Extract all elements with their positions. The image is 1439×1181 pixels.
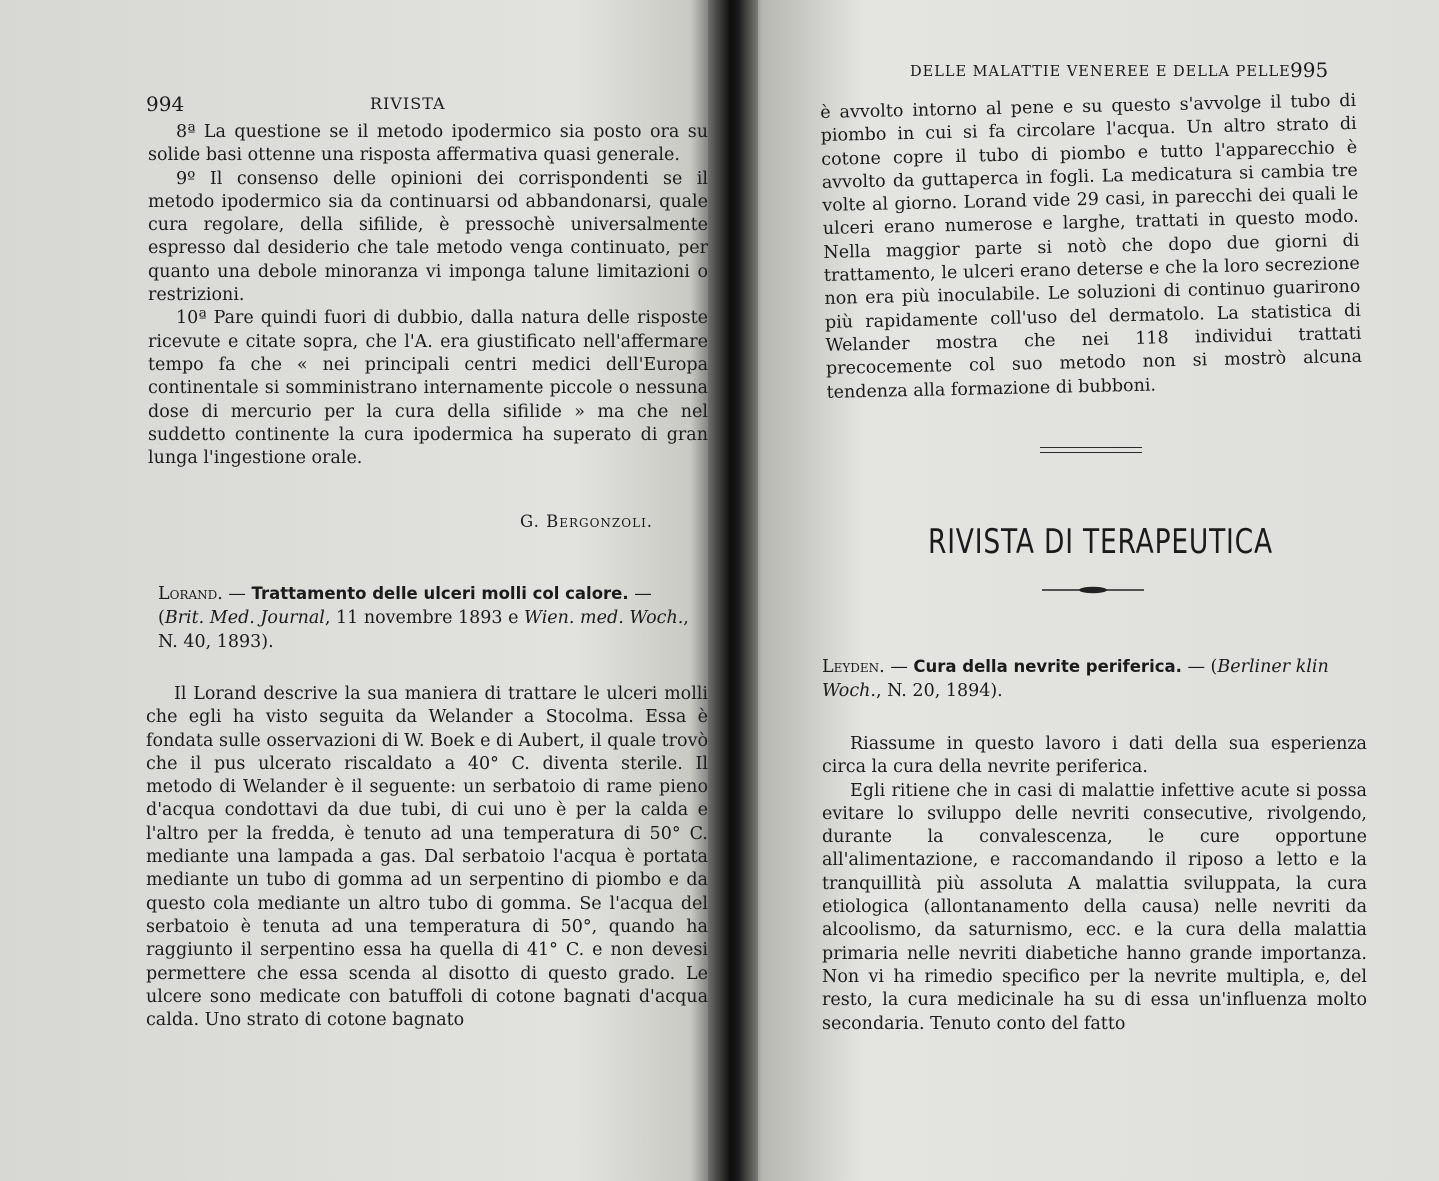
article-author: Lorand. xyxy=(158,584,223,604)
paragraph: è avvolto intorno al pene e su questo s'avvolge il tubo di piombo in cui si fa circolare l'acqua. Un altro strato di cotone copre il tubo di piombo e tutto l'apparecchio è avvolto da guttaperca in fogli. La medicatura si cambia tre volte al giorno. Lorand vide 29 casi, in parecchi dei quali le ulceri erano numerose e larghe, trattati in questo modo. Nella maggior parte si notò che dopo due giorni di trattamento, le ulceri erano deterse e che la loro secrezione non era più inoculabile. Le soluzioni di continuo guarirono più rapidamente coll'uso del dermatolo. La statistica di Welander mostra che nei 118 individui trattati precocemente col suo metodo non si mostrò alcuna tendenza alla formazione di bubboni. xyxy=(820,90,1363,403)
journal-ref: Brit. Med. Journal xyxy=(164,608,325,628)
article-heading xyxy=(822,655,1367,703)
paragraph: Riassume in questo lavoro i dati della sua esperienza circa la cura della nevrite periferica. xyxy=(822,734,1367,778)
paragraph: 10ª Pare quindi fuori di dubbio, dalla natura delle risposte ricevute e citate sopra, che l'A. era giustificato nell'affermare tempo fa che « nei principali centri medici dell'Europa continentale si somministrano internamente piccole o nessuna dose di mercurio per la cura della sifilide » ma che nel suddetto continente la cura ipodermica ha superato di gran lunga l'ingestione orale. xyxy=(148,308,708,469)
section-title: RIVISTA DI TERAPEUTICA xyxy=(928,522,1273,562)
journal-ref: Wien. med. Woch. xyxy=(524,608,684,628)
paragraph: Egli ritiene che in casi di malattie infettive acute si possa evitare lo sviluppo delle nevriti consecutive, rivolgendo, durante la convalescenza, le cure opportune all'alimentazione, e raccomandando il riposo a letto e la tranquillità più assoluta A malattia sviluppata, la cura etiologica (allontanamento della causa) nelle nevriti da alcoolismo, da saturnismo, ecc. e la cura della malattia primaria nelle nevriti diabetiche hanno grande importanza. Non vi ha rimedio specifico per la nevrite multipla, e, del resto, la cura medicinale ha su di essa un'influenza molto secondaria. Tenuto conto del fatto xyxy=(822,780,1367,1034)
signature: G. Bergonzoli. xyxy=(520,512,654,531)
text-block-body xyxy=(822,733,1367,1036)
text-block-continued xyxy=(820,90,1363,405)
ref-tail: , N. 40, 1893). xyxy=(158,608,689,652)
dash: — xyxy=(222,584,252,604)
journal-ref: Berliner klin Woch. xyxy=(822,657,1329,701)
article-author: Leyden. xyxy=(822,657,885,677)
article-title: Cura della nevrite periferica. xyxy=(913,657,1182,676)
page-number: 994 xyxy=(146,92,185,116)
running-head: DELLE MALATTIE VENEREE E DELLA PELLE xyxy=(910,64,1291,80)
page-number: 995 xyxy=(1290,58,1329,82)
ref-open: — ( xyxy=(158,584,652,628)
paragraph: 8ª La questione se il metodo ipodermico sia posto ora su solide basi ottenne una risposta affermativa quasi generale. xyxy=(148,122,708,166)
ornament-icon xyxy=(1040,584,1146,596)
paragraph: 9º Il consenso delle opinioni dei corrispondenti se il metodo ipodermico sia da continuarsi od abbandonarsi, quale cura regolare, della sifilide, è pressochè universalmente espresso dal desiderio che tale metodo venga continuato, per quanto una debole minoranza vi imponga talune limitazioni o restrizioni. xyxy=(148,168,708,306)
ref-tail: , N. 20, 1894). xyxy=(875,681,1003,701)
ref-mid: , 11 novembre 1893 e xyxy=(324,608,525,628)
dash: — xyxy=(884,657,914,677)
article-title: Trattamento delle ulceri molli col calore. xyxy=(251,584,629,603)
divider-rule xyxy=(1040,452,1142,453)
text-block-top xyxy=(148,121,708,470)
divider-rule xyxy=(1040,447,1142,448)
running-head: RIVISTA xyxy=(370,94,446,113)
ref-open: — ( xyxy=(1181,657,1218,677)
paragraph: Il Lorand descrive la sua maniera di trattare le ulceri molli che egli ha visto seguita da Welander a Stocolma. Essa è fondata sulle osservazioni di W. Boek e di Aubert, il quale trovò che il pus ulcerato riscaldato a 40° C. diventa sterile. Il metodo di Welander è il seguente: un serbatoio di rame pieno d'acqua condottavi da due tubi, di cui uno è per la calda e l'altro per la fredda, è tenuto ad una temperatura di 50° C. mediante una lampada a gas. Dal serbatoio l'acqua è portata mediante un tubo di gomma ad un serpentino di piombo e da questo cola mediante un altro tubo di gomma. Se l'acqua del serbatoio è tenuta ad una temperatura di 50°, quando ha raggiunto il serpentino essa ha quella di 41° C. e non devesi permettere che essa scenda al disotto di questo grado. Le ulcere sono medicate con batuffoli di cotone bagnati d'acqua calda. Uno strato di cotone bagnato xyxy=(146,684,708,1031)
text-block-body xyxy=(146,683,708,1032)
article-heading xyxy=(158,582,698,654)
